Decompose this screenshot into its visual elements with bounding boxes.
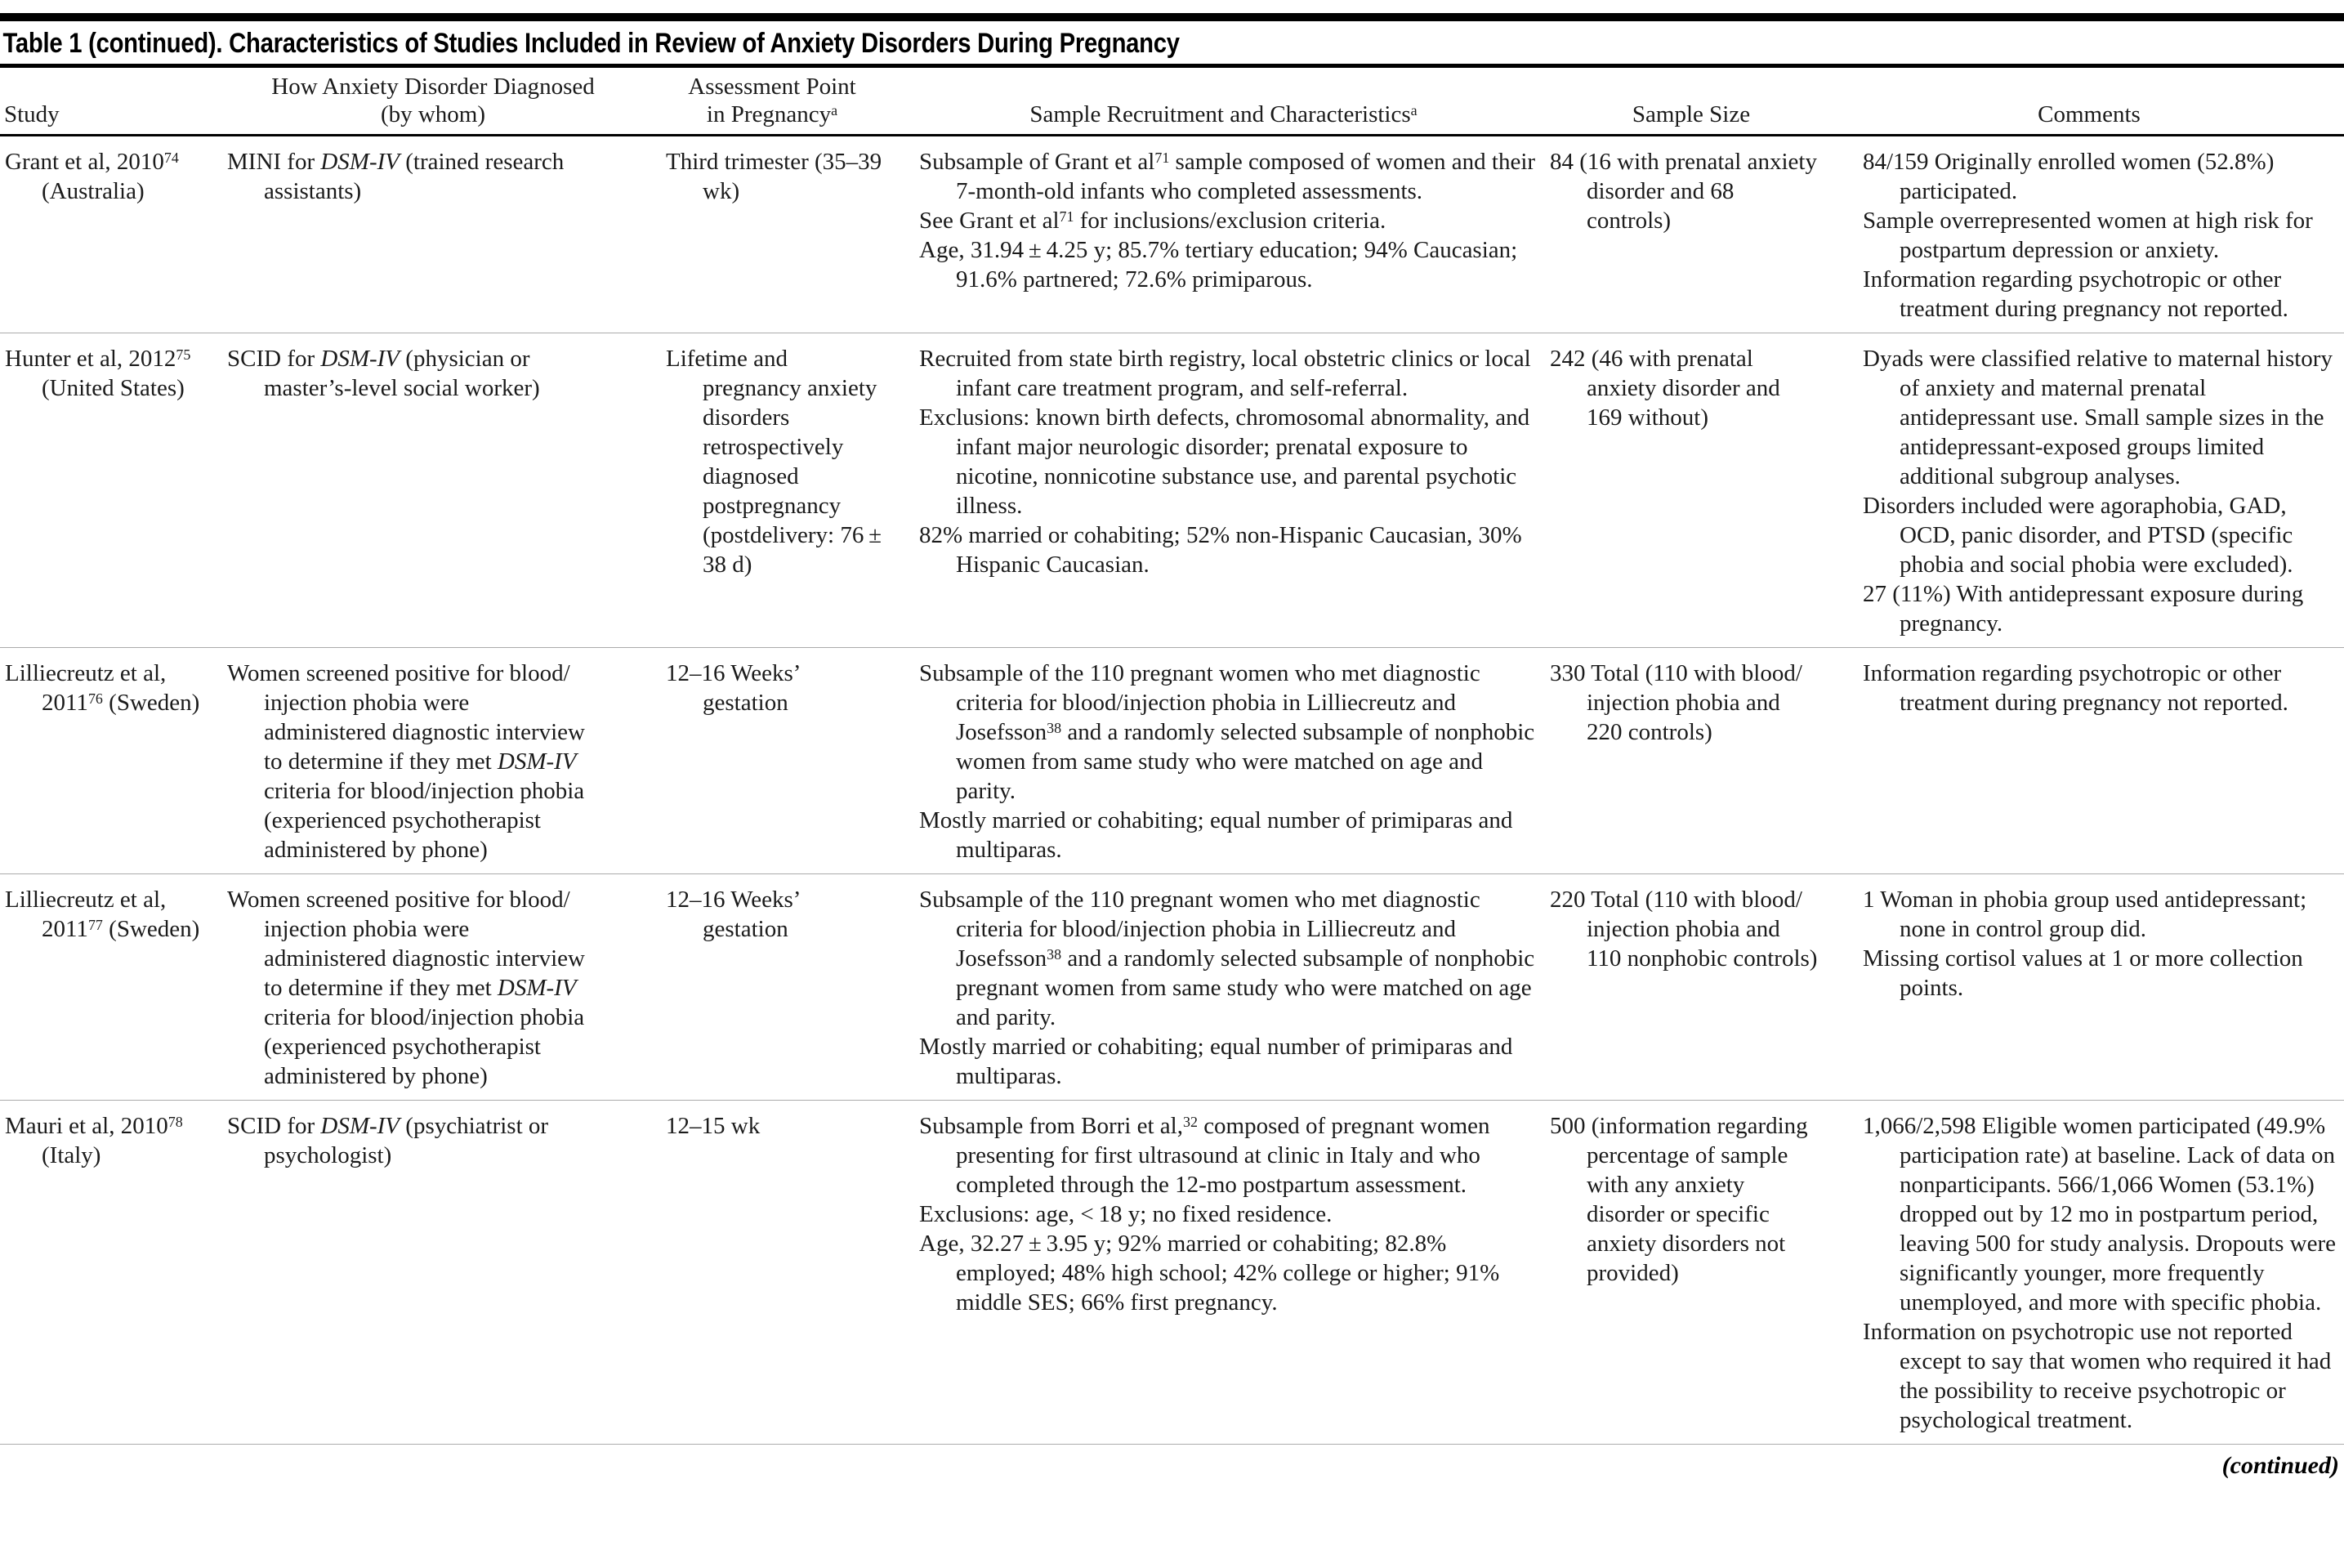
cell-comments <box>1834 874 2344 1101</box>
cell-recruitment <box>899 648 1548 874</box>
cell-comments <box>1834 333 2344 648</box>
cell-paragraph: Missing cortisol values at 1 or more collection points. <box>1863 945 2303 1001</box>
cell-paragraph: 500 (information regarding percentage of sample with any anxiety disorder or specific anxiety disorders not provided) <box>1550 1113 1808 1286</box>
cell-paragraph: Lifetime and pregnancy anxiety disorders retrospectively diagnosed postpregnancy (postdelivery: 76 ± 38 d) <box>666 346 886 578</box>
cell-diagnosed <box>221 874 645 1101</box>
column-header-diagnosed: How Anxiety Disorder Diagnosed (by whom) <box>221 68 645 136</box>
cell-paragraph: Recruited from state birth registry, local obstetric clinics or local infant care treatment program, and self-referral. <box>919 346 1531 401</box>
table-row <box>0 1101 2344 1445</box>
header-row <box>0 68 2344 136</box>
cell-paragraph: Hunter et al, 2012$^{75}$ (United States) <box>5 346 191 401</box>
cell-paragraph: Subsample of the 110 pregnant women who met diagnostic criteria for blood/​injection phobia in Lilliecreutz and Josefsson$^{38}$ and a randomly selected subsample of nonphobic women from same study who were matched on age and parity. <box>919 660 1535 804</box>
cell-paragraph: Mostly married or cohabiting; equal number of primiparas and multiparas. <box>919 1034 1513 1089</box>
cell-assessment <box>645 333 899 648</box>
cell-paragraph: 220 Total (110 with blood/​injection phobia and 110 nonphobic controls) <box>1550 887 1818 972</box>
cell-sample_size <box>1548 333 1834 648</box>
cell-paragraph: See Grant et $al^{71}$ for inclusions/​exclusion criteria. <box>919 208 1386 234</box>
cell-paragraph: 84 (16 with prenatal anxiety disorder and 68 controls) <box>1550 149 1817 234</box>
cell-study <box>0 1101 221 1445</box>
cell-paragraph: Grant et al, 2010$^{74}$ (Australia) <box>5 149 179 204</box>
cell-paragraph: Age, 31.94 ± 4.25 y; 85.7% tertiary education; 94% Caucasian; 91.6% partnered; 72.6% primiparous. <box>919 237 1518 293</box>
cell-paragraph: Third trimester (35–39 wk) <box>666 149 882 204</box>
cell-paragraph: 84/159 Originally enrolled women (52.8%) participated. <box>1863 149 2275 204</box>
column-header-recruitment: Sample Recruitment and Characteristics$^a$ <box>899 68 1548 136</box>
cell-paragraph: 12–16 Weeks’ gestation <box>666 887 800 942</box>
cell-paragraph: Information on psychotropic use not reported except to say that women who required it had the possibility to receive psychotropic or psychological treatment. <box>1863 1319 2332 1433</box>
cell-sample_size <box>1548 874 1834 1101</box>
cell-assessment <box>645 1101 899 1445</box>
cell-recruitment <box>899 136 1548 333</box>
cell-paragraph: Mauri et al, 2010$^{78}$ (Italy) <box>5 1113 183 1168</box>
cell-paragraph: Exclusions: known birth defects, chromosomal abnormality, and infant major neurologic disorder; prenatal exposure to nicotine, nonnicotine substance use, and parental psychotic illness. <box>919 404 1530 519</box>
table-row <box>0 874 2344 1101</box>
cell-paragraph: Lilliecreutz et al, 2011$^{77}$ (Sweden) <box>5 887 200 942</box>
cell-paragraph: 1 Woman in phobia group used antidepressant; none in control group did. <box>1863 887 2307 942</box>
cell-paragraph: Mostly married or cohabiting; equal number of primiparas and multiparas. <box>919 807 1513 863</box>
column-header-comments: Comments <box>1834 68 2344 136</box>
table-row <box>0 648 2344 874</box>
cell-diagnosed <box>221 1101 645 1445</box>
cell-study <box>0 333 221 648</box>
cell-assessment <box>645 136 899 333</box>
column-header-sample_size: Sample Size <box>1548 68 1834 136</box>
cell-paragraph: SCID for DSM-IV (physician or master’s-level social worker) <box>227 346 540 401</box>
cell-study <box>0 648 221 874</box>
cell-sample_size <box>1548 648 1834 874</box>
cell-paragraph: Sample overrepresented women at high risk for postpartum depression or anxiety. <box>1863 208 2313 263</box>
cell-paragraph: SCID for DSM-IV (psychiatrist or psychologist) <box>227 1113 549 1168</box>
cell-paragraph: Subsample from Borri et al,$^{32}$ composed of pregnant women presenting for first ultrasound at clinic in Italy and who completed through the 12-mo postpartum assessment. <box>919 1113 1490 1198</box>
cell-paragraph: Women screened positive for blood/​injection phobia were administered diagnostic interview to determine if they met DSM-IV criteria for blood/​injection phobia (experienced psychotherapist administered by phone) <box>227 660 586 863</box>
cell-diagnosed <box>221 136 645 333</box>
table-row <box>0 136 2344 333</box>
cell-sample_size <box>1548 136 1834 333</box>
cell-study <box>0 136 221 333</box>
cell-diagnosed <box>221 648 645 874</box>
table-body <box>0 136 2344 1445</box>
cell-paragraph: Subsample of Grant et $al^{71}$ sample composed of women and their 7-month-old infants who completed assessments. <box>919 149 1536 204</box>
studies-table <box>0 68 2344 1445</box>
cell-comments <box>1834 136 2344 333</box>
cell-assessment <box>645 648 899 874</box>
cell-paragraph: MINI for DSM-IV (trained research assistants) <box>227 149 565 204</box>
cell-assessment <box>645 874 899 1101</box>
cell-paragraph: Dyads were classified relative to maternal history of anxiety and maternal prenatal antidepressant use. Small sample sizes in the antidepressant-exposed groups limited additional subgroup analyses. <box>1863 346 2333 489</box>
cell-paragraph: 12–16 Weeks’ gestation <box>666 660 800 716</box>
cell-sample_size <box>1548 1101 1834 1445</box>
cell-diagnosed <box>221 333 645 648</box>
cell-paragraph: Women screened positive for blood/​injection phobia were administered diagnostic interview to determine if they met DSM-IV criteria for blood/​injection phobia (experienced psychotherapist administered by phone) <box>227 887 586 1089</box>
cell-recruitment <box>899 333 1548 648</box>
cell-paragraph: Information regarding psychotropic or other treatment during pregnancy not reported. <box>1863 266 2288 322</box>
cell-recruitment <box>899 1101 1548 1445</box>
cell-recruitment <box>899 874 1548 1101</box>
cell-paragraph: 330 Total (110 with blood/​injection phobia and 220 controls) <box>1550 660 1802 745</box>
table-row <box>0 333 2344 648</box>
column-header-study: Study <box>0 68 221 136</box>
cell-paragraph: 27 (11%) With antidepressant exposure during pregnancy. <box>1863 581 2304 637</box>
cell-study <box>0 874 221 1101</box>
cell-paragraph: Exclusions: age, < 18 y; no fixed residence. <box>919 1201 1333 1227</box>
cell-paragraph: Disorders included were agoraphobia, GAD, OCD, panic disorder, and PTSD (specific phobia and social phobia were excluded). <box>1863 493 2293 578</box>
table-title: Table 1 (continued). Characteristics of Studies Included in Review of Anxiety Disorders During Pregnancy <box>2 28 1180 59</box>
cell-comments <box>1834 1101 2344 1445</box>
cell-paragraph: Age, 32.27 ± 3.95 y; 92% married or cohabiting; 82.8% employed; 48% high school; 42% college or higher; 91% middle SES; 66% first pregnancy. <box>919 1231 1500 1316</box>
cell-paragraph: Subsample of the 110 pregnant women who met diagnostic criteria for blood/​injection phobia in Lilliecreutz and Josefsson$^{38}$ and a randomly selected subsample of nonphobic pregnant women from same study who were matched on age and parity. <box>919 887 1535 1030</box>
continued-note: (continued) <box>2221 1452 2339 1479</box>
cell-paragraph: 242 (46 with prenatal anxiety disorder and 169 without) <box>1550 346 1780 431</box>
cell-paragraph: Information regarding psychotropic or other treatment during pregnancy not reported. <box>1863 660 2288 716</box>
column-header-assessment: Assessment Point in Pregnancy$^a$ <box>645 68 899 136</box>
cell-paragraph: 82% married or cohabiting; 52% non-Hispanic Caucasian, 30% Hispanic Caucasian. <box>919 522 1522 578</box>
top-rule-bar <box>0 13 2344 21</box>
cell-paragraph: 1,066/2,598 Eligible women participated (49.9% participation rate) at baseline. Lack of data on nonparticipants. 566/1,066 Women (53.1%) dropped out by 12 mo in postpartum period, leaving 500 for study analysis. Dropouts were significantly younger, more frequently unemployed, and more with specific phobia. <box>1863 1113 2336 1316</box>
cell-paragraph: 12–15 wk <box>666 1113 761 1139</box>
cell-comments <box>1834 648 2344 874</box>
cell-paragraph: Lilliecreutz et al, 2011$^{76}$ (Sweden) <box>5 660 200 716</box>
